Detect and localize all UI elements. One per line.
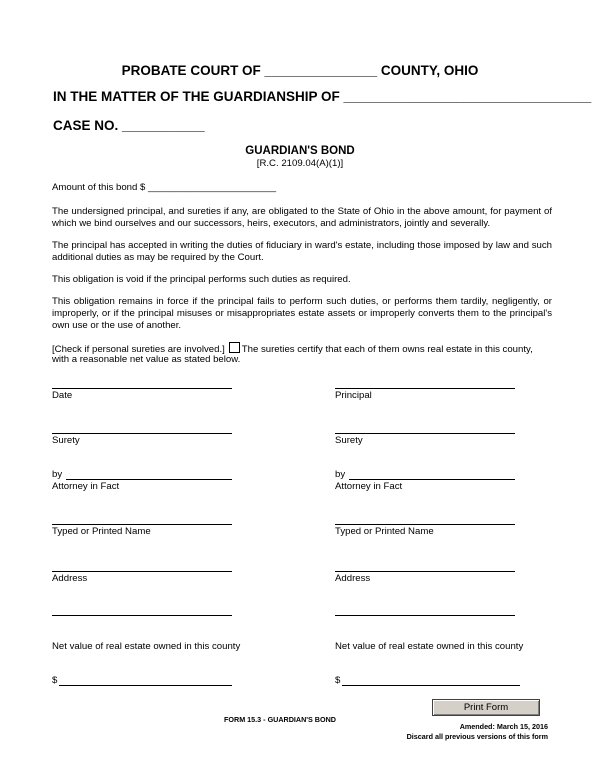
discard-notice: Discard all previous versions of this form [406,732,548,741]
principal-signature-line[interactable] [335,388,515,389]
address-right-line[interactable] [335,571,515,572]
net-value-left-label: Net value of real estate owned in this county [52,641,241,652]
net-value-right-line[interactable] [342,685,520,686]
dollar-right-label: $ [335,675,341,686]
court-heading: PROBATE COURT OF _______________ COUNTY, OHIO [121,63,479,78]
paragraph-void: This obligation is void if the principal performs such duties as required. [52,274,351,285]
surety-check-text-2: with a reasonable net value as stated below. [52,354,241,365]
matter-heading: IN THE MATTER OF THE GUARDIANSHIP OF _________________________________ [53,89,592,104]
net-value-left-line[interactable] [59,685,232,686]
form-title: GUARDIAN'S BOND [245,145,355,157]
paragraph-in-force: This obligation remains in force if the principal fails to perform such duties, or performs them tardily, negligently, or improperly, or if the principal misuses or misappropriates estate assets or improperly converts them to the principal's own use or the use of another. [52,296,552,331]
address-left-label: Address [52,573,88,584]
statute-ref: [R.C. 2109.04(A)(1)] [256,158,344,169]
form-number: FORM 15.3 - GUARDIAN'S BOND [224,715,336,724]
date-line[interactable] [52,388,232,389]
surety-check-prefix: [Check if personal sureties are involved.] [52,344,225,355]
address-left-line-2[interactable] [52,615,232,616]
paragraph-obligation: The undersigned principal, and sureties if any, are obligated to the State of Ohio in the above amount, for payment of which we bind ourselves and our successors, heirs, executors, and administrators, jointly and severally. [52,206,552,229]
print-form-button[interactable]: Print Form [432,699,540,716]
dollar-left-label: $ [52,675,58,686]
address-right-line-2[interactable] [335,615,515,616]
typed-name-right-line[interactable] [335,524,515,525]
paragraph-duties: The principal has accepted in writing the duties of fiduciary in ward's estate, including those imposed by law and such additional duties as may be required by the Court. [52,240,552,263]
personal-sureties-checkbox[interactable] [229,342,240,353]
surety-right-label: Surety [335,435,363,446]
case-number: CASE NO. ___________ [53,118,205,133]
surety-left-line[interactable] [52,433,232,434]
address-right-label: Address [335,573,371,584]
bond-amount: Amount of this bond $ ________________________ [52,182,277,193]
attorney-in-fact-right-label: Attorney in Fact [335,481,403,492]
principal-label: Principal [335,390,372,401]
typed-name-left-label: Typed or Printed Name [52,526,151,537]
typed-name-left-line[interactable] [52,524,232,525]
amended-date: Amended: March 15, 2016 [459,722,548,731]
attorney-in-fact-left-label: Attorney in Fact [52,481,120,492]
by-right-label: by [335,469,346,480]
surety-check-text: The sureties certify that each of them owns real estate in this county, [241,344,533,355]
address-left-line[interactable] [52,571,232,572]
typed-name-right-label: Typed or Printed Name [335,526,434,537]
date-label: Date [52,390,73,401]
surety-left-label: Surety [52,435,80,446]
surety-right-line[interactable] [335,433,515,434]
net-value-right-label: Net value of real estate owned in this county [335,641,524,652]
by-left-label: by [52,469,63,480]
by-left-line[interactable] [66,479,232,480]
by-right-line[interactable] [349,479,515,480]
